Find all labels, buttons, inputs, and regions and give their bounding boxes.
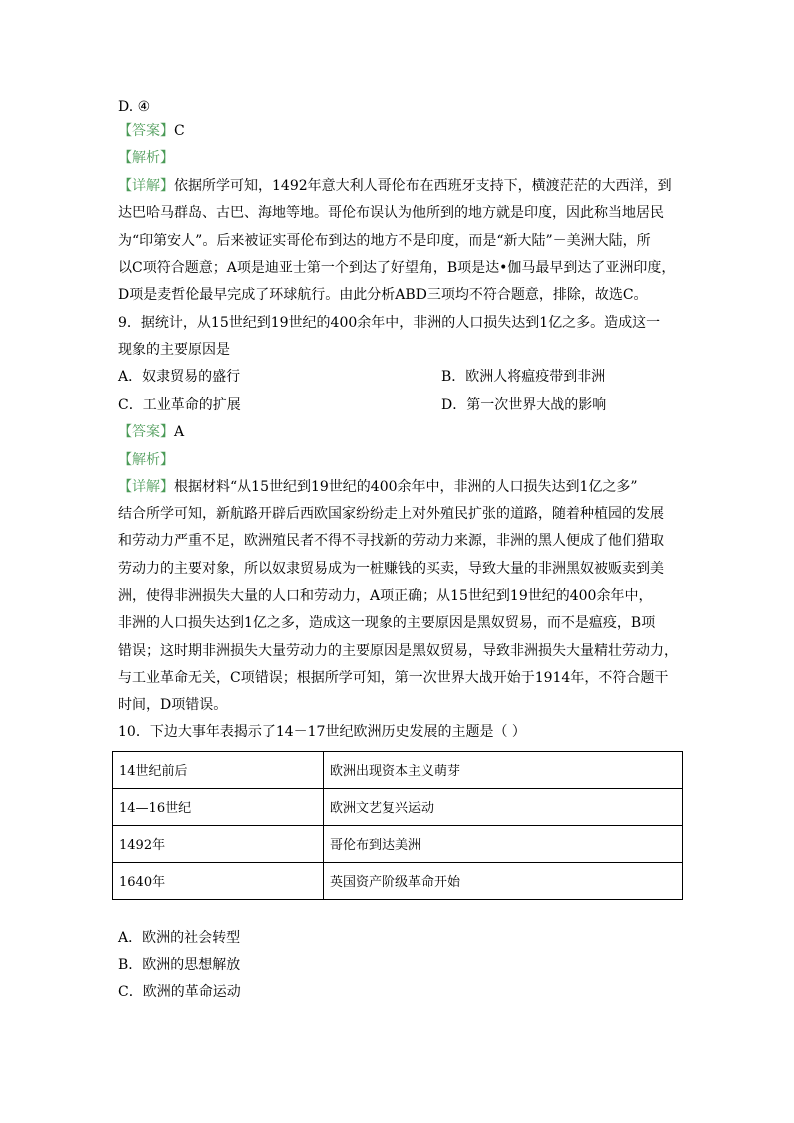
q10-option-a: A．欧洲的社会转型 [118, 930, 241, 946]
q10-option-c: C．欧洲的革命运动 [118, 984, 241, 1000]
prev-detail-line-1: 【详解】依据所学可知，1492年意大利人哥伦布在西班牙支持下，横渡茫茫的大西洋，到 [118, 178, 672, 194]
table-cell-event: 欧洲出现资本主义萌芽 [324, 752, 683, 789]
q10-option-b: B．欧洲的思想解放 [118, 957, 241, 973]
prev-detail-line-5: D项是麦哲伦最早完成了环球航行。由此分析ABD三项均不符合题意，排除，故选C。 [118, 287, 648, 303]
q9-detail-line-6: 非洲的人口损失达到1亿之多，造成这一现象的主要原因是黑奴贸易，而不是瘟疫，B项 [118, 615, 656, 631]
table-row [113, 789, 683, 826]
q9-stem-line-2: 现象的主要原因是 [118, 342, 230, 358]
q9-detail-line-8: 与工业革命无关，C项错误；根据所学可知，第一次世界大战开始于1914年，不符合题干 [118, 670, 669, 686]
prev-detail-line-3: 为“印第安人”。后来被证实哥伦布到达的地方不是印度，而是“新大陆”－美洲大陆，所 [118, 233, 651, 249]
q9-option-c: C．工业革命的扩展 [118, 397, 241, 413]
answer-value: A [174, 424, 185, 440]
q9-option-b: B．欧洲人将瘟疫带到非洲 [441, 369, 606, 385]
answer-tag: 【答案】 [118, 123, 174, 139]
answer-tag: 【答案】 [118, 424, 174, 440]
prev-option-d: D. ④ [118, 99, 151, 115]
q9-option-d: D．第一次世界大战的影响 [441, 397, 607, 413]
q9-answer [118, 422, 184, 442]
table-cell-event: 哥伦布到达美洲 [324, 826, 683, 863]
events-table [112, 751, 683, 900]
table-row [113, 863, 683, 900]
prev-detail-line-4: 以C项符合题意；A项是迪亚士第一个到达了好望角，B项是达•伽马最早到达了亚洲印度， [118, 260, 676, 276]
q9-detail-line-2: 结合所学可知，新航路开辟后西欧国家纷纷走上对外殖民扩张的道路，随着种植园的发展 [118, 506, 664, 522]
answer-value: C [174, 123, 185, 139]
q9-detail-line-1: 【详解】根据材料“从15世纪到19世纪的400余年中，非洲的人口损失达到1亿之多” [118, 479, 638, 495]
q9-analysis-tag: 【解析】 [118, 452, 174, 468]
q9-detail-line-3: 和劳动力严重不足，欧洲殖民者不得不寻找新的劳动力来源，非洲的黑人便成了他们猎取 [118, 533, 664, 549]
detail-tag: 【详解】 [118, 178, 174, 194]
q9-stem-line-1: 9．据统计，从15世纪到19世纪的400余年中，非洲的人口损失达到1亿之多。造成这一 [118, 315, 661, 331]
q10-stem: 10．下边大事年表揭示了14－17世纪欧洲历史发展的主题是（ ） [118, 724, 526, 740]
q9-option-a: A．奴隶贸易的盛行 [118, 369, 241, 385]
table-row [113, 826, 683, 863]
prev-analysis-tag: 【解析】 [118, 150, 174, 166]
q9-detail-line-5: 洲，使得非洲损失大量的人口和劳动力，A项正确；从15世纪到19世纪的400余年中， [118, 588, 653, 604]
table-cell-event: 英国资产阶级革命开始 [324, 863, 683, 900]
table-cell-date: 1492年 [113, 826, 324, 863]
q9-detail-line-4: 劳动力的主要对象，所以奴隶贸易成为一桩赚钱的买卖，导致大量的非洲黑奴被贩卖到美 [118, 561, 664, 577]
detail-tag: 【详解】 [118, 479, 174, 495]
q9-detail-line-9: 时间，D项错误。 [118, 697, 228, 713]
table-cell-date: 14—16世纪 [113, 789, 324, 826]
table-cell-date: 1640年 [113, 863, 324, 900]
table-row [113, 752, 683, 789]
table-cell-date: 14世纪前后 [113, 752, 324, 789]
table-cell-event: 欧洲文艺复兴运动 [324, 789, 683, 826]
q9-detail-line-7: 错误；这时期非洲损失大量劳动力的主要原因是黑奴贸易，导致非洲损失大量精壮劳动力， [118, 643, 678, 659]
prev-answer [118, 121, 185, 141]
prev-detail-line-2: 达巴哈马群岛、古巴、海地等地。哥伦布误认为他所到的地方就是印度，因此称当地居民 [118, 205, 664, 221]
